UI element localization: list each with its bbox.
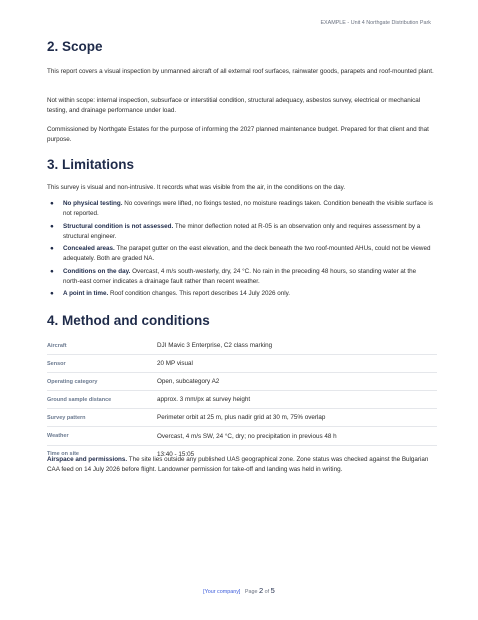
- table-row: [47, 355, 437, 373]
- row-label: Survey pattern: [47, 409, 157, 427]
- airspace-text: The site lies outside any published UAS geographical zone. Zone status was checked against the Bulgarian CAA feed on 14 July 2026 before flight. Landowner permission for take-off and landing was held in writing.: [47, 456, 429, 474]
- bullet-icon: ●: [50, 222, 54, 230]
- row-value: approx. 3 mm/px at survey height: [157, 391, 437, 409]
- item-lead: No physical testing.: [63, 200, 123, 207]
- item-text: Roof condition changes. This report describes 14 July 2026 only.: [108, 290, 291, 298]
- scope-paragraph-2: Not within scope: internal inspection, subsurface or interstitial condition, structural adequacy, asbestos survey, electrical or mechanical testing, and drainage performance under load.: [47, 97, 421, 115]
- of-word: of: [264, 589, 270, 595]
- row-label: Operating category: [47, 373, 157, 391]
- row-label: Sensor: [47, 355, 157, 373]
- running-header: EXAMPLE - Unit 4 Northgate Distribution Park: [320, 20, 431, 26]
- item-text: The minor deflection noted at R-05 is an observation only and requires assessment by a structural engineer.: [63, 222, 421, 240]
- table-row: [47, 427, 437, 445]
- table-row: [47, 337, 437, 355]
- list-item: [47, 199, 434, 220]
- bullet-icon: ●: [50, 200, 54, 207]
- row-value: Overcast, 4 m/s SW, 24 °C, dry; no precipitation in previous 48 h: [157, 427, 437, 445]
- table-row: [47, 409, 437, 427]
- item-lead: Structural condition is not assessed.: [63, 222, 174, 230]
- method-heading: 4. Method and conditions: [47, 313, 210, 328]
- list-item: [47, 244, 434, 265]
- limitations-list: [47, 199, 434, 302]
- airspace-lead: Airspace and permissions.: [47, 456, 128, 463]
- row-label: Ground sample distance: [47, 391, 157, 409]
- item-lead: Conditions on the day.: [63, 267, 131, 275]
- row-label: Time on site: [47, 451, 79, 458]
- row-value: 13:40 - 15:05: [157, 450, 195, 458]
- page-current: 2: [259, 586, 264, 595]
- item-text: The parapet gutter on the east elevation, and the deck beneath the two roof-mounted AHUs, could not be viewed adequately. Both are graded NA.: [63, 245, 431, 263]
- item-lead: Concealed areas.: [63, 245, 115, 253]
- row-label: Aircraft: [47, 337, 157, 355]
- airspace-paragraph: [47, 455, 434, 476]
- bullet-icon: ●: [50, 290, 54, 298]
- limitations-heading: 3. Limitations: [47, 157, 135, 172]
- list-item: [47, 267, 434, 288]
- row-value: Perimeter orbit at 25 m, plus nadir grid at 30 m, 75% overlap: [157, 409, 437, 427]
- scope-paragraph-3: Commissioned by Northgate Estates for the purpose of informing the 2027 planned maintenance budget. Prepared for that client and that purpose.: [47, 126, 429, 144]
- row-value: 20 MP visual: [157, 355, 437, 373]
- item-lead: A point in time.: [63, 290, 109, 298]
- page-footer: [0, 586, 478, 595]
- page-total: 5: [270, 586, 275, 595]
- row-value: Open, subcategory A2: [157, 373, 437, 391]
- method-table: [47, 337, 437, 463]
- scope-paragraph-1: This report covers a visual inspection by unmanned aircraft of all external roof surfaces, rainwater goods, parapets and roof-mounted plant.: [47, 68, 434, 75]
- row-label: Weather: [47, 427, 157, 445]
- table-row: [47, 373, 437, 391]
- list-item: [47, 222, 434, 243]
- limitations-intro: This survey is visual and non-intrusive. It records what was visible from the air, in the conditions on the day.: [47, 184, 346, 191]
- bullet-icon: ●: [50, 245, 54, 253]
- bullet-icon: ●: [50, 267, 54, 275]
- company-placeholder: [Your company]: [203, 589, 241, 595]
- item-text: No coverings were lifted, no fixings tested, no moisture readings taken. Condition beneath the visible surface is not reported.: [63, 200, 433, 218]
- list-item: [47, 289, 434, 299]
- scope-heading: 2. Scope: [47, 39, 103, 54]
- page-word: Page: [244, 589, 258, 595]
- row-value: DJI Mavic 3 Enterprise, C2 class marking: [157, 337, 437, 355]
- table-row: [47, 391, 437, 409]
- item-text: Overcast, 4 m/s south-westerly, dry, 24 °C. No rain in the preceding 48 hours, so standing water at the north-east corner indicates a drainage fault rather than recent weather.: [63, 267, 417, 286]
